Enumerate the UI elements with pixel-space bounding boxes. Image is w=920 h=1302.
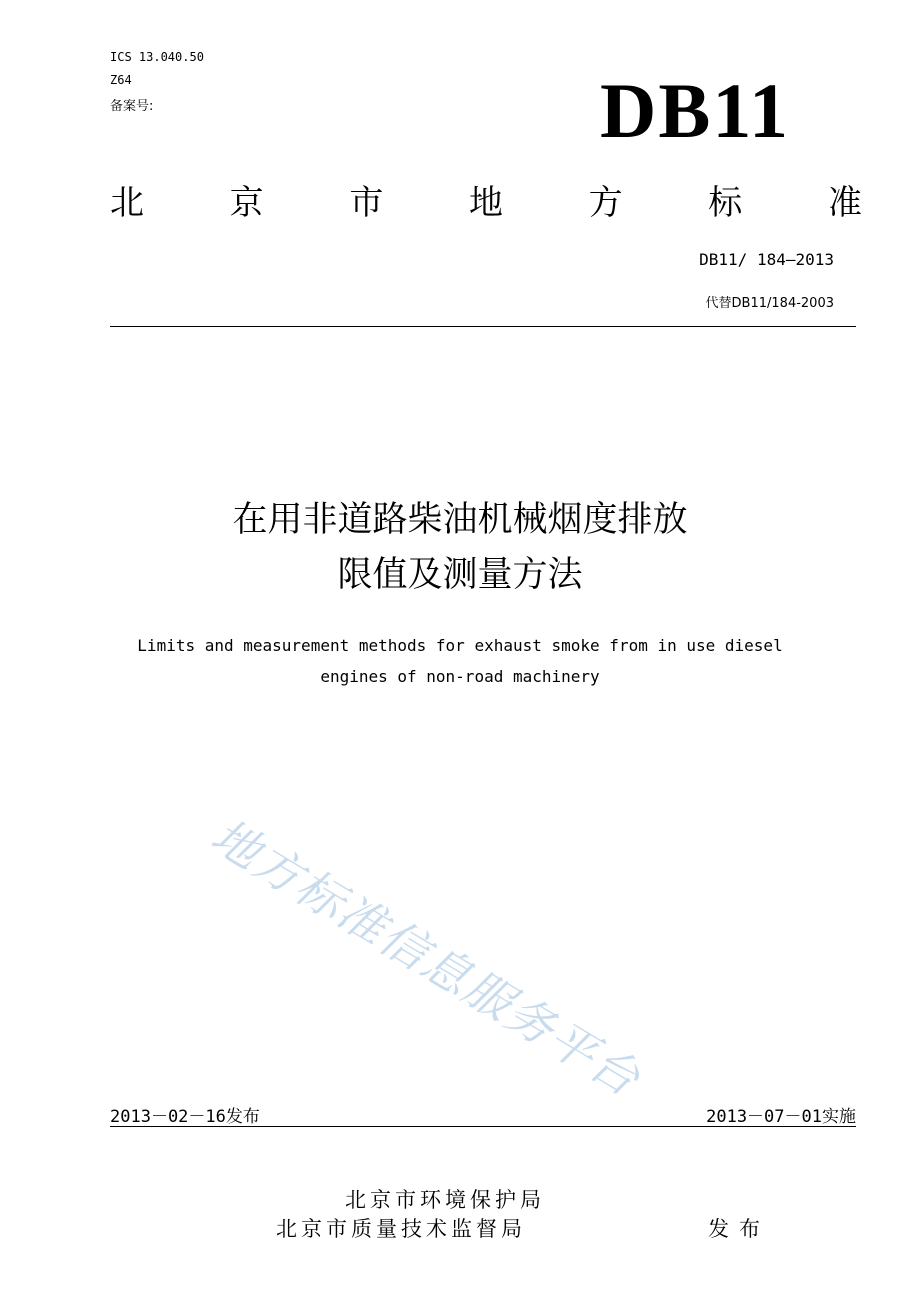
- banner-char: 北: [110, 183, 144, 223]
- implement-date-line: [706, 1102, 856, 1127]
- issuer-quality-bureau: 北京市质量技术监督局: [276, 1217, 526, 1241]
- title-cn-line1: 在用非道路柴油机械烟度排放: [232, 500, 688, 540]
- issuer-environment-bureau: 北京市环境保护局: [345, 1188, 545, 1212]
- title-en-line2: engines of non-road machinery: [320, 667, 600, 686]
- classification-code: Z64: [110, 73, 132, 87]
- title-en-line1: Limits and measurement methods for exhaust smoke from in use diesel: [137, 636, 783, 655]
- implement-label: 实施: [822, 1107, 856, 1127]
- db11-logo: DB11: [600, 67, 791, 154]
- banner-char: 市: [349, 183, 384, 223]
- replaces-standard: 代替DB11/184-2003: [705, 296, 834, 311]
- watermark: 地方标准信息服务平台: [201, 808, 650, 1109]
- top-divider: [110, 326, 856, 327]
- issued-label: 发布: [708, 1217, 770, 1241]
- standard-number: DB11/ 184—2013: [699, 250, 834, 269]
- banner-char: 准: [827, 183, 862, 223]
- banner-char: 地: [468, 183, 503, 223]
- banner-char: 京: [229, 183, 264, 223]
- local-standard-banner: [110, 183, 862, 223]
- issue-date: 2013－02－16: [110, 1107, 226, 1127]
- issue-date-line: [110, 1102, 260, 1127]
- banner-char: 标: [708, 183, 743, 223]
- issue-label: 发布: [225, 1107, 260, 1127]
- implement-date: 2013－07－01: [706, 1107, 822, 1127]
- title-cn-line2: 限值及测量方法: [337, 555, 583, 595]
- filing-number-label: 备案号:: [110, 99, 154, 114]
- banner-char: 方: [588, 183, 623, 223]
- ics-code: ICS 13.040.50: [110, 50, 204, 64]
- bottom-divider: [110, 1126, 856, 1127]
